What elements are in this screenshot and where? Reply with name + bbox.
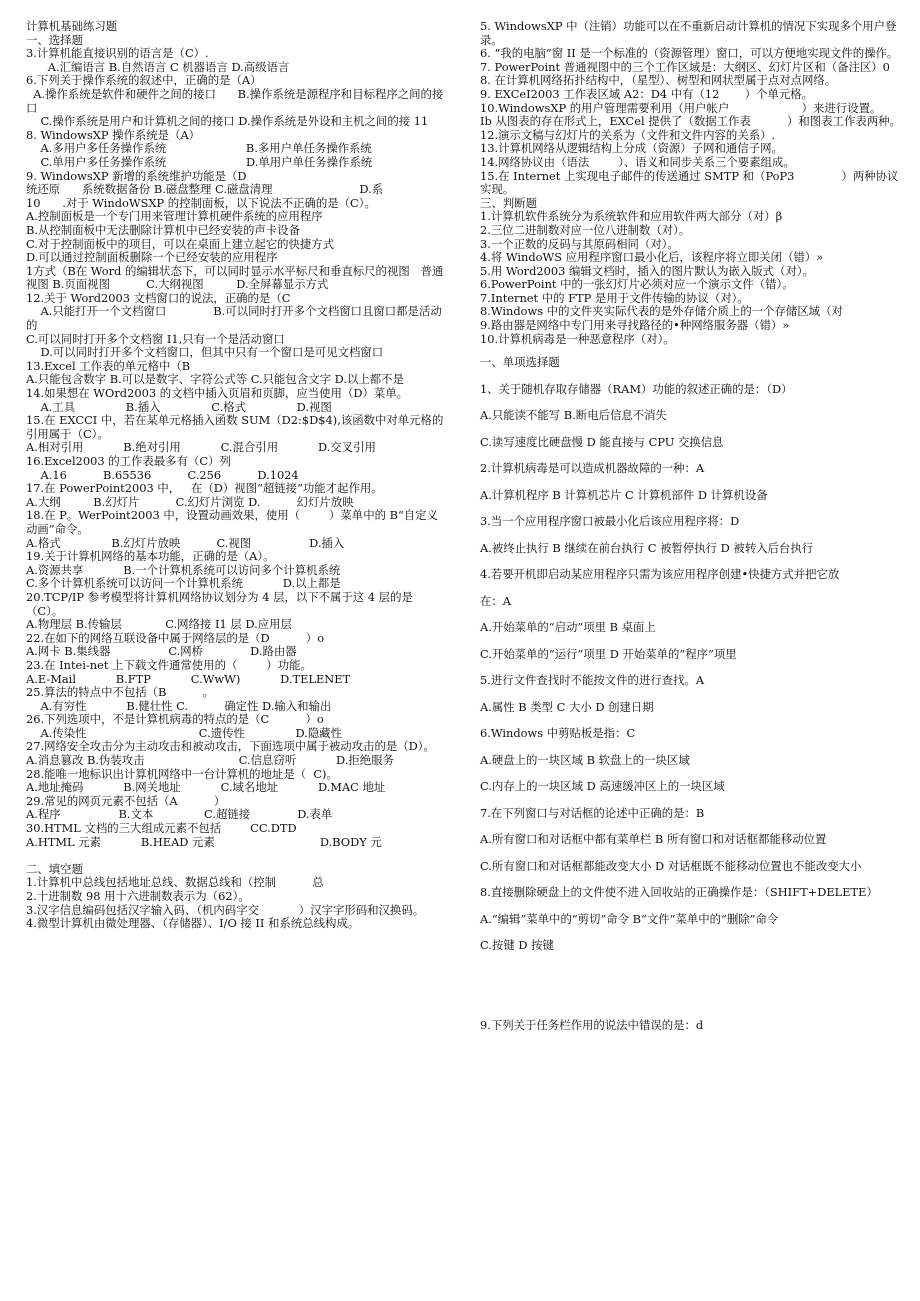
text-line: C.按键 D 按键 [480,938,554,953]
text-line: D.可以同时打开多个文档窗口，但其中只有一个窗口是可见文档窗口 [26,345,384,360]
text-line: A.传染性 C.遗传性 D.隐藏性 [26,725,343,740]
text-line: 23.在 Intei-net 上下载文件通常使用的（ ）功能。 [26,657,312,672]
text-line: 9.路由器是网络中专门用来寻找路径的•种网络服务器（错）» [480,318,790,333]
text-line: 28.能唯一地标识出计算机网络中一台计算机的地址是（ C)。 [26,766,338,781]
single-choice-section [480,354,906,1033]
text-line: 1方式（B在 Word 的编辑状态下，可以同时显示水平标尺和垂直标尺的视图 普通视图 B.页面视图 C.大纲视图 D.全屏幕显示方式 [26,263,444,292]
text-line: A.资源共享 B.一个计算机系统可以访问多个计算机系统 [26,562,341,577]
text-line: C.读写速度比硬盘慢 D 能直接与 CPU 交换信息 [480,434,724,449]
text-line: 4.若要开机即启动某应用程序只需为该应用程序创建•快捷方式并把它放 [480,567,840,582]
text-line: A.程序 B.文本 C.超链接 D.表单 [26,807,333,822]
text-line: 1.计算机软件系统分为系统软件和应用软件两大部分（对）β [480,209,783,224]
text-line: A.只能读不能写 B.断电后信息不消失 [480,408,667,423]
text-line [480,990,906,1006]
text-line: 14.网络协议由（语法 ）、语义和同步关系三个要素组成。 [480,154,795,169]
text-line: A.汇编语言 B.自然语言 C 机器语言 D.高级语言 [26,59,290,74]
text-line [480,964,906,980]
text-line [26,849,444,863]
text-line: 1.计算机中总线包括地址总线、数据总线和（控制 总 [26,875,324,890]
fill-blank-and-judgement-section [480,20,906,346]
text-line: 3.一个正数的反码与其原码相同（对）。 [480,236,679,251]
text-line: A.“编辑”菜单中的“剪切”命令 B“文件”菜单中的“删除”命令 [480,911,779,926]
text-line: A.地址掩码 B.网关地址 C.域名地址 D.MAC 地址 [26,780,386,795]
text-line: 10 .对于 WindoWSXP 的控制面板，以下说法不正确的是（C）。 [26,195,376,210]
text-line: D.可以通过控制面板删除一个已经安装的应用程序 [26,250,278,265]
left-column [26,20,444,931]
text-line: 12.演示文稿与幻灯片的关系为（文件和文件内容的关系）. [480,127,776,142]
text-line: 3.当一个应用程序窗口被最小化后该应用程序将：D [480,514,740,529]
text-line: 16.Excel2003 的工作表最多有（C）列 [26,454,231,468]
text-line: 在：A [480,593,512,608]
text-line: 9. EXCeI2003 工作表区域 A2：D4 中有（12 ）个单元格。 [480,86,814,101]
text-line: 2.十进制数 98 用十六进制数表示为（62）。 [26,889,250,903]
text-line: C.开始菜单的“运行”项里 D 开始菜单的“程序”项里 [480,646,737,661]
text-line: 3.计算机能直接识别的语言是（C）. [26,46,209,61]
text-line: A.硬盘上的一块区域 B 软盘上的一块区域 [480,752,690,767]
text-line: A.只能打开一个文档窗口 B.可以同时打开多个文档窗口且窗口都是活动的 [26,304,442,333]
text-line: 9. WindowsXP 新增的系统维护功能是（D [26,168,247,183]
text-line: C.可以同时打开多个文档窗 I1,只有一个是活动窗口 [26,331,285,346]
text-line: 2.三位二进制数对应一位八进制数（对）。 [480,222,691,237]
text-line: 14.如果想在 WOrd2003 的文档中插入页眉和页脚，应当使用（D）菜单。 [26,386,409,401]
text-line: A.HTML 元素 B.HEAD 元素 D.BODY 元 [26,834,382,849]
text-line: 10.WindowsXP 的用户管理需要利用（用户帐户 ）来进行设置。 [480,100,882,115]
text-line: A.只能包含数字 B.可以是数字、字符公式等 C.只能包含文字 D.以上都不是 [26,372,404,387]
text-line: 二、填空题 [26,861,83,876]
text-line: A.计算机程序 B 计算机芯片 C 计算机部件 D 计算机设备 [480,487,768,502]
text-line: 6. “我的电脑”窗 II 是一个标准的（资源管理）窗口，可以方便地实现文件的操作。 [480,46,899,61]
text-line: 3.汉字信息编码包括汉字输入码、（机内码字交 ）汉字字形码和汉换码。 [26,902,425,917]
text-line: A.属性 B 类型 C 大小 D 创建日期 [480,699,654,714]
text-line: 8. 在计算机网络拓扑结构中，（星型）、树型和网状型属于点对点网络。 [480,73,837,88]
text-line: A.所有窗口和对话框中都有菜单栏 B 所有窗口和对话框都能移动位置 [480,832,827,847]
text-line: A.大纲 B.幻灯片 C.幻灯片浏览 D. 幻灯片放映 [26,494,354,509]
text-line: C.多个计算机系统可以访问一个计算机系统 D.以上都是 [26,576,341,591]
text-line: A.开始菜单的“启动”项里 B 桌面上 [480,620,656,635]
text-line: 7.Internet 中的 FTP 是用于文件传输的协议（对）。 [480,290,749,305]
text-line: A.格式 B.幻灯片放映 C.视图 D.插入 [26,535,345,550]
text-line: 8. WindowsXP 操作系统是（A） [26,127,201,142]
text-line: 6.下列关于操作系统的叙述中，正确的是（A） [26,73,262,88]
text-line: A.E-Mail B.FTP C.WwW) D.TELENET [26,671,351,686]
text-line: A.相对引用 B.绝对引用 C.混合引用 D.交叉引用 [26,440,376,455]
text-line: 计算机基础练习题 [26,19,118,33]
text-line: 19.关于计算机网络的基本功能，正确的是（A）。 [26,549,275,564]
text-line: 13.计算机网络从逻辑结构上分成（资源）子网和通信子网。 [480,141,783,156]
text-line: 30.HTML 文档的三大组成元素不包括 CC.DTD [26,821,297,836]
text-line: A.被终止执行 B 继续在前台执行 C 被暂停执行 D 被转入后台执行 [480,540,814,555]
text-line: C.对于控制面板中的项目，可以在桌面上建立起它的快捷方式 [26,236,335,251]
text-line: A.物理层 B.传输层 C.网络接 I1 层 D.应用层 [26,617,292,632]
text-line: C.内存上的一块区域 D 高速缓冲区上的一块区域 [480,779,725,794]
text-line: 10.计算机病毒是一种恶意程序（对）。 [480,331,675,346]
right-column [480,20,906,1043]
text-line: 8.Windows 中的文件夹实际代表的是外存储介质上的一个存储区域（对 [480,304,843,319]
text-line: 6.PowerPoint 中的一张幻灯片必须对应一个演示文件（错）。 [480,277,794,292]
text-line: 29.常见的网页元素不包括（A ） [26,793,226,808]
text-line: 20.TCP/IP 参考模型将计算机网络协议划分为 4 层，以下不属于这 4 层的是（C）。 [26,589,413,618]
text-line: A.多用户多任务操作系统 B.多用户单任务操作系统 [26,141,372,156]
text-line: 15.在 Internet 上实现电子邮件的传送通过 SMTP 和（PoP3 ）两种协议实现。 [480,168,899,197]
text-line: A.工具 B.插入 C.格式 D.视图 [26,399,332,414]
text-line: 15.在 EXCCI 中，若在某单元格插入函数 SUM（D2:$D$4),该函数中对单元格的引用属于（C）。 [26,413,444,441]
text-line: 一、选择题 [26,32,83,47]
text-line: A.有穷性 B.健壮性 C. 确定性 D.输入和输出 [26,698,332,713]
text-line: C.操作系统是用户和计算机之间的接口 D.操作系统是外设和主机之间的接 11 [26,114,429,129]
text-line: 5. WindowsXP 中（注销）功能可以在不重新启动计算机的情况下实现多个用户登录。 [480,19,897,47]
text-line: 7. PowerPoint 普通视图中的三个工作区域是：大纲区、幻灯片区和（备注区）0 [480,59,890,74]
text-line: 4.将 WindoWS 应用程序窗口最小化后，该程序将立即关闭（错）» [480,250,824,265]
text-line: 一、单项选择题 [480,355,560,370]
text-line: 27.网络安全攻击分为主动攻击和被动攻击，下面选项中属于被动攻击的是（D）。 [26,739,435,754]
text-line: 26.下列选项中，不是计算机病毒的特点的是（C ）o [26,712,324,727]
text-line: 7.在下列窗口与对话框的论述中正确的是：B [480,805,705,820]
text-line: A.16 B.65536 C.256 D.1024 [26,467,299,482]
text-line: 5.进行文件查找时不能按文件的进行查找。A [480,673,705,688]
text-line: A.操作系统是软件和硬件之间的接口 B.操作系统是源程序和目标程序之间的接口 [26,86,444,115]
text-line: 9.下列关于任务栏作用的说法中错误的是：d [480,1017,704,1032]
text-line: 5.用 Word2003 编辑文档时，插入的图片默认为嵌入版式（对）。 [480,263,814,278]
text-line: 4.微型计算机由微处理器、（存储器）、I/O 接 II 和系统总线构成。 [26,916,360,931]
text-line: 12.关于 Word2003 文档窗口的说法，正确的是（C [26,290,291,305]
text-line: 2.计算机病毒是可以造成机器故障的一种：A [480,461,705,476]
text-line: 三、判断题 [480,195,537,210]
text-line: 18.在 P。WerPoint2003 中，设置动画效果，使用（ ）菜单中的 B“自定义动画”命令。 [26,508,438,536]
text-line: 13.Excel 工作表的单元格中（B [26,358,191,373]
text-line: 17.在 PowerPoint2003 中， 在（D）视图“超链接”功能才起作用。 [26,481,383,496]
text-line: C.单用户多任务操作系统 D.单用户单任务操作系统 [26,154,373,169]
text-line: Ib 从图表的存在形式上，EXCel 提供了（数据工作表 ）和图表工作表两种。 [480,114,901,129]
text-line: 统还原 系统数据备份 B.磁盘整理 C.磁盘清理 D.系 [26,182,384,197]
text-line: A.控制面板是一个专门用来管理计算机硬件系统的应用程序 [26,209,323,224]
text-line: 8.直接删除硬盘上的文件使不进入回收站的正确操作是：（SHIFT+DELETE） [480,885,878,900]
text-line: 22.在如下的网络互联设备中属于网络层的是（D ）o [26,630,325,645]
text-line: 1、关于随机存取存储器（RAM）功能的叙述正确的是：（D） [480,381,793,396]
text-line: A.消息篡改 B.伪装攻击 C.信息窃听 D.拒绝服务 [26,753,394,768]
text-line: C.所有窗口和对话框都能改变大小 D 对话框既不能移动位置也不能改变大小 [480,858,862,873]
text-line: 6.Windows 中剪贴板是指：C [480,726,636,741]
text-line: B.从控制面板中无法删除计算机中已经安装的声卡设备 [26,222,300,237]
text-line: A.网卡 B.集线器 C.网桥 D.路由器 [26,644,297,659]
text-line: 25.算法的特点中不包括（B 。 [26,685,214,700]
